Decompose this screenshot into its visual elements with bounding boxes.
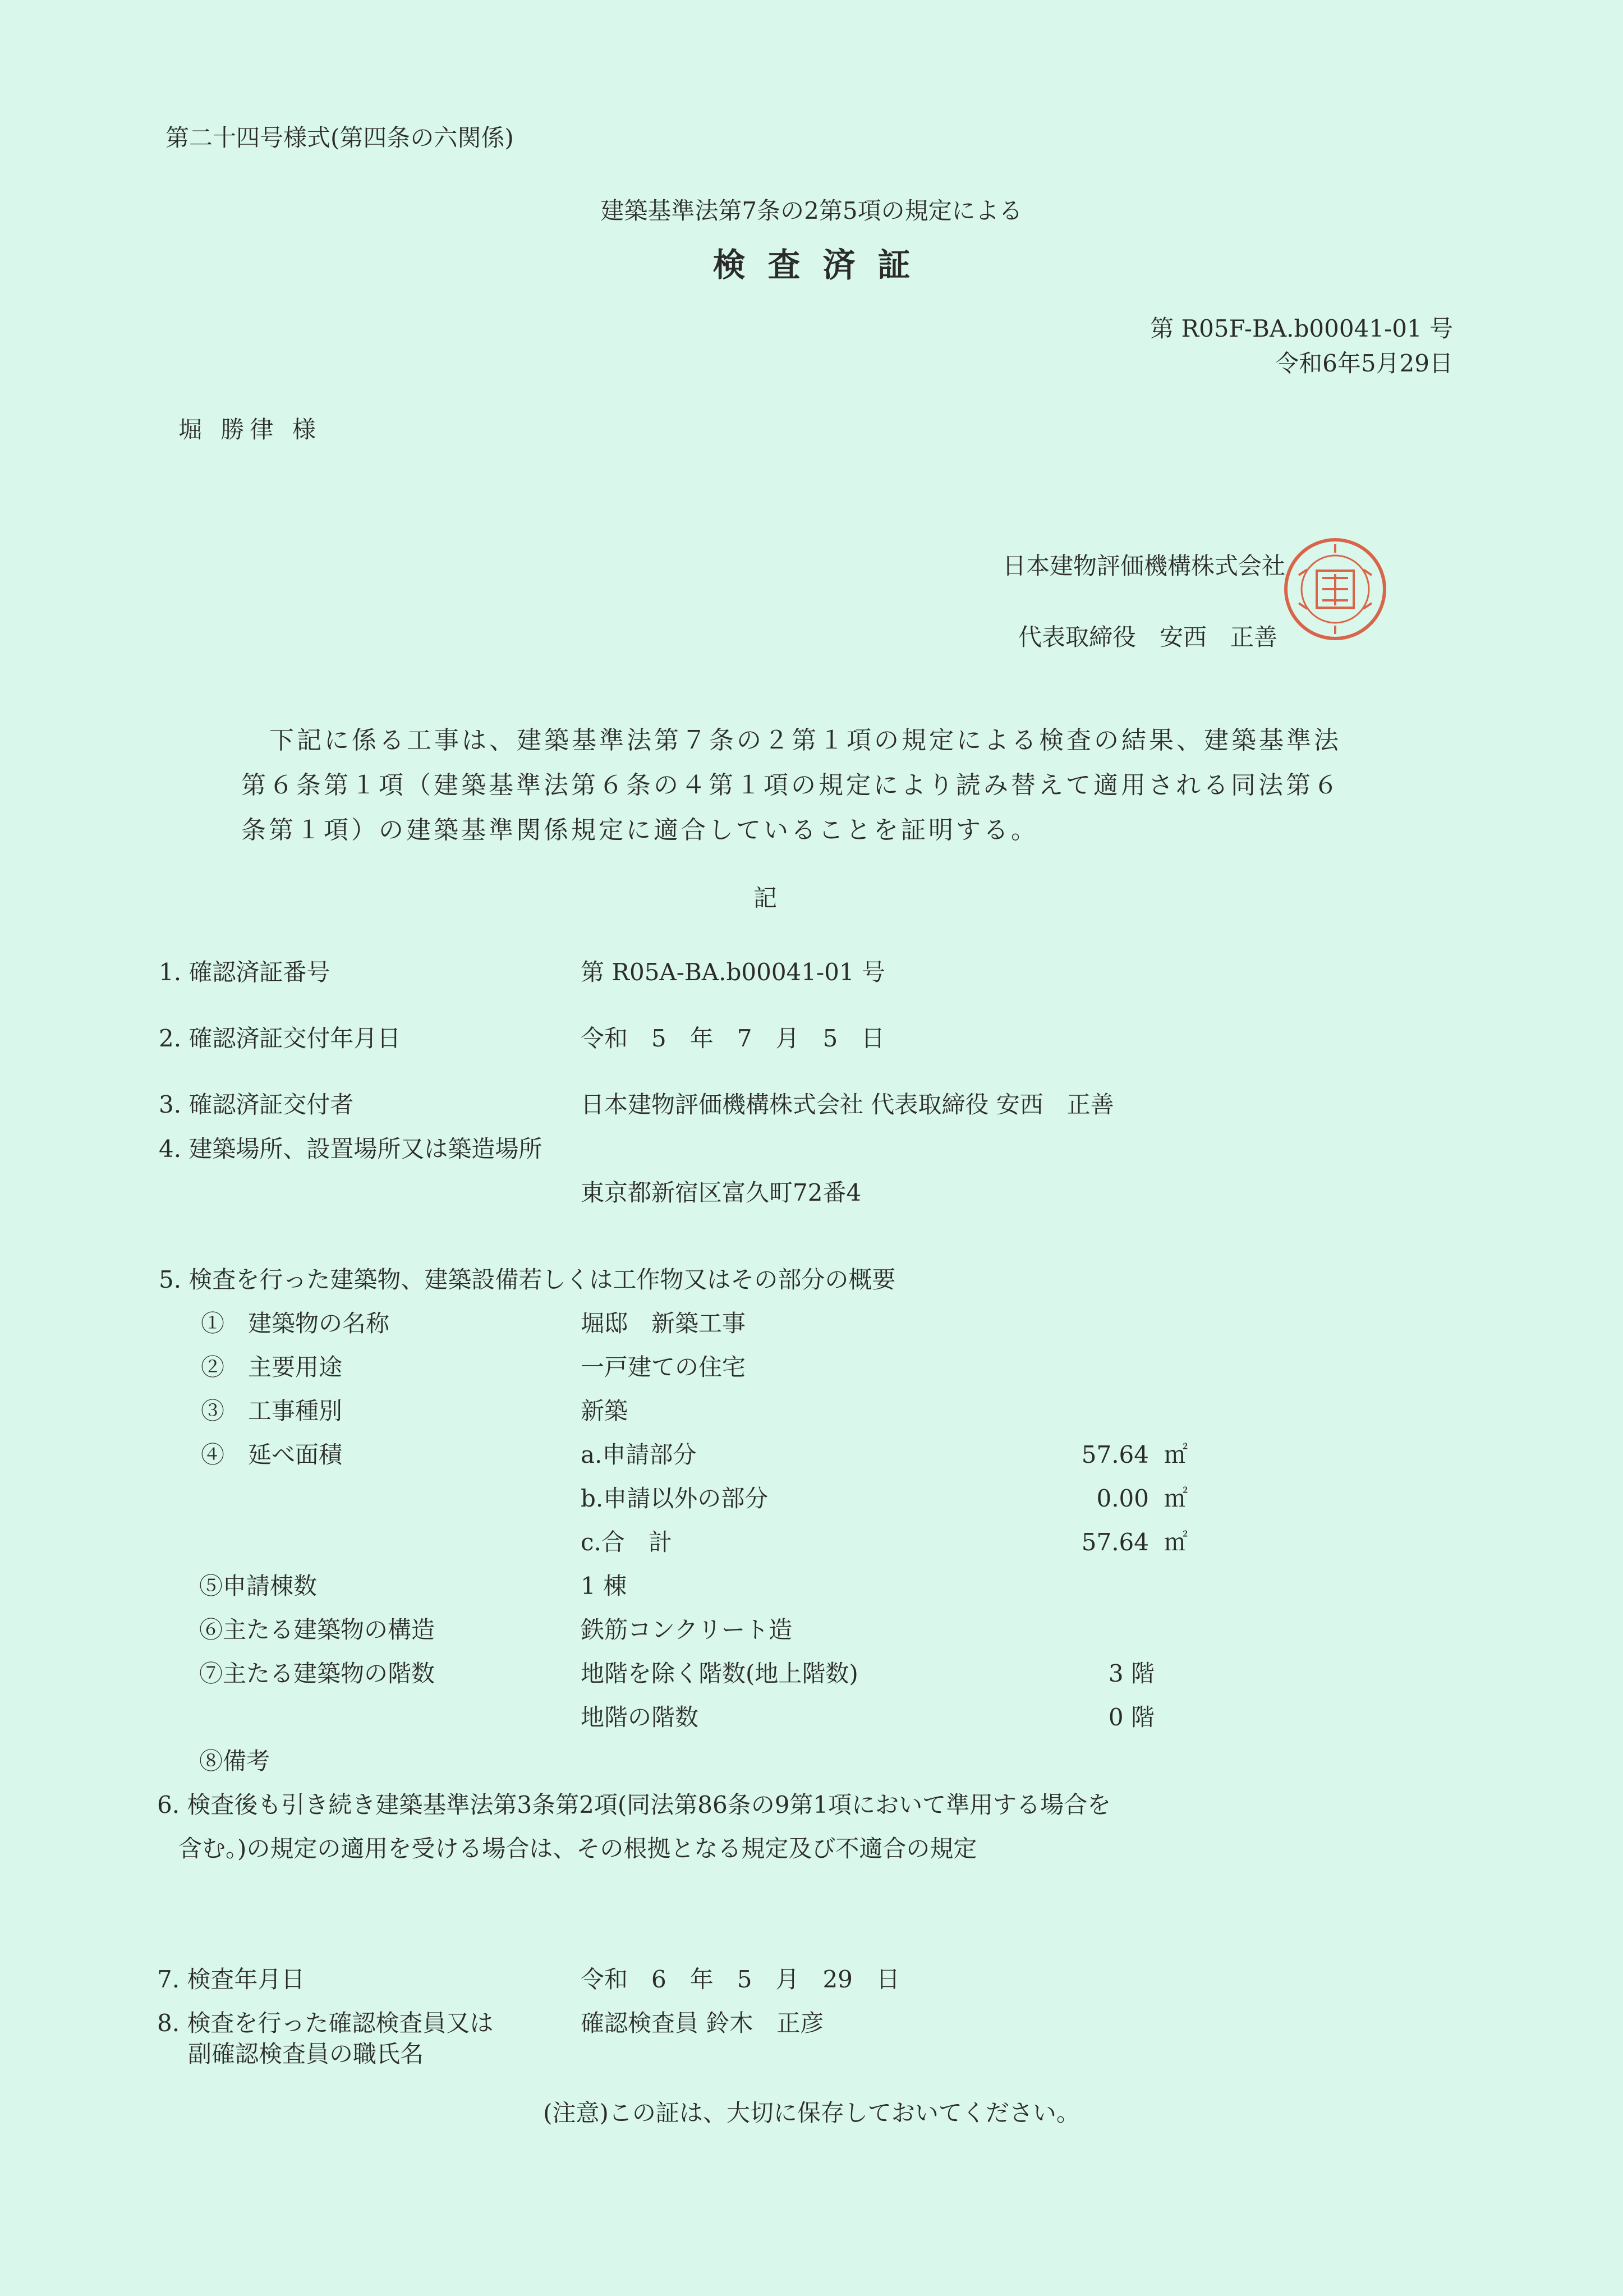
- item-6-label-line2: 含む。)の規定の適用を受ける場合は、その根拠となる規定及び不適合の規定: [178, 1835, 977, 1862]
- item-6-label-line1: 6. 検査後も引き続き建築基準法第3条第2項(同法第86条の9第1項において準用する場合を: [157, 1791, 1111, 1819]
- form-label: 第二十四号様式(第四条の六関係): [165, 124, 514, 151]
- item-1-value: 第 R05A-BA.b00041-01 号: [581, 958, 885, 986]
- recipient: 堀 勝律 様: [178, 416, 321, 443]
- item-3-value: 日本建物評価機構株式会社 代表取締役 安西 正善: [581, 1091, 1114, 1118]
- item-7-label: 7. 検査年月日: [157, 1966, 305, 1993]
- item-1-label: 1. 確認済証番号: [159, 958, 330, 986]
- sub-7b-label: 地階の階数: [581, 1703, 699, 1731]
- company-seal: [1282, 536, 1388, 642]
- sub-2-label: ② 主要用途: [201, 1353, 343, 1381]
- sub-4c-label: c.合 計: [581, 1528, 672, 1556]
- item-8-label-line2: 副確認検査員の職氏名: [188, 2040, 424, 2068]
- ki-heading: 記: [753, 884, 778, 912]
- sub-7a-value: 3 階: [1108, 1660, 1155, 1687]
- sub-7b-value: 0 階: [1108, 1703, 1155, 1731]
- item-4-value: 東京都新宿区富久町72番4: [581, 1179, 862, 1206]
- sub-3-label: ③ 工事種別: [201, 1397, 343, 1425]
- sub-4a-unit: ㎡: [1164, 1441, 1188, 1468]
- sub-6-value: 鉄筋コンクリート造: [581, 1616, 793, 1643]
- sub-8-label: ⑧備考: [199, 1747, 270, 1775]
- issuer-company: 日本建物評価機構株式会社: [1003, 552, 1286, 580]
- item-8-label-line1: 8. 検査を行った確認検査員又は: [157, 2009, 494, 2037]
- item-8-value: 確認検査員 鈴木 正彦: [581, 2009, 824, 2037]
- sub-3-value: 新築: [581, 1397, 628, 1425]
- item-5-label: 5. 検査を行った建築物、建築設備若しくは工作物又はその部分の概要: [159, 1266, 896, 1293]
- item-4-label: 4. 建築場所、設置場所又は築造場所: [159, 1135, 542, 1163]
- sub-4-label: ④ 延べ面積: [201, 1441, 343, 1468]
- item-7-value: 令和 6 年 5 月 29 日: [581, 1966, 900, 1993]
- item-2-label: 2. 確認済証交付年月日: [159, 1025, 401, 1052]
- document-number: 第 R05F-BA.b00041-01 号: [1150, 315, 1453, 342]
- preservation-note: (注意)この証は、大切に保存しておいてください。: [543, 2099, 1080, 2127]
- sub-4b-label: b.申請以外の部分: [581, 1485, 769, 1512]
- subtitle: 建築基準法第7条の2第5項の規定による: [600, 197, 1023, 224]
- sub-6-label: ⑥主たる建築物の構造: [199, 1616, 435, 1643]
- sub-4a-label: a.申請部分: [581, 1441, 697, 1468]
- certification-text: 下記に係る工事は、建築基準法第７条の２第１項の規定による検査の結果、建築基準法第６条第１項（建築基準法第６条の４第１項の規定により読み替えて適用される同法第６条第１項）の建築基準関係規定に適合していることを証明する。: [241, 726, 1341, 844]
- page-title: 検査済証: [712, 246, 933, 284]
- sub-7-label: ⑦主たる建築物の階数: [199, 1660, 435, 1687]
- sub-4c-value: 57.64: [1081, 1528, 1149, 1556]
- sub-5-label: ⑤申請棟数: [199, 1572, 318, 1600]
- sub-4b-value: 0.00: [1096, 1485, 1149, 1512]
- sub-4c-unit: ㎡: [1164, 1528, 1188, 1556]
- sub-4a-value: 57.64: [1081, 1441, 1149, 1468]
- sub-1-value: 堀邸 新築工事: [581, 1310, 746, 1337]
- sub-5-value: 1 棟: [581, 1572, 627, 1600]
- sub-4b-unit: ㎡: [1164, 1485, 1188, 1512]
- sub-2-value: 一戸建ての住宅: [581, 1353, 746, 1381]
- issue-date: 令和6年5月29日: [1275, 350, 1453, 377]
- item-3-label: 3. 確認済証交付者: [159, 1091, 354, 1118]
- sub-7a-label: 地階を除く階数(地上階数): [581, 1660, 858, 1687]
- sub-1-label: ① 建築物の名称: [201, 1310, 390, 1337]
- item-2-value: 令和 5 年 7 月 5 日: [581, 1025, 885, 1052]
- issuer-representative: 代表取締役 安西 正善: [1018, 623, 1278, 651]
